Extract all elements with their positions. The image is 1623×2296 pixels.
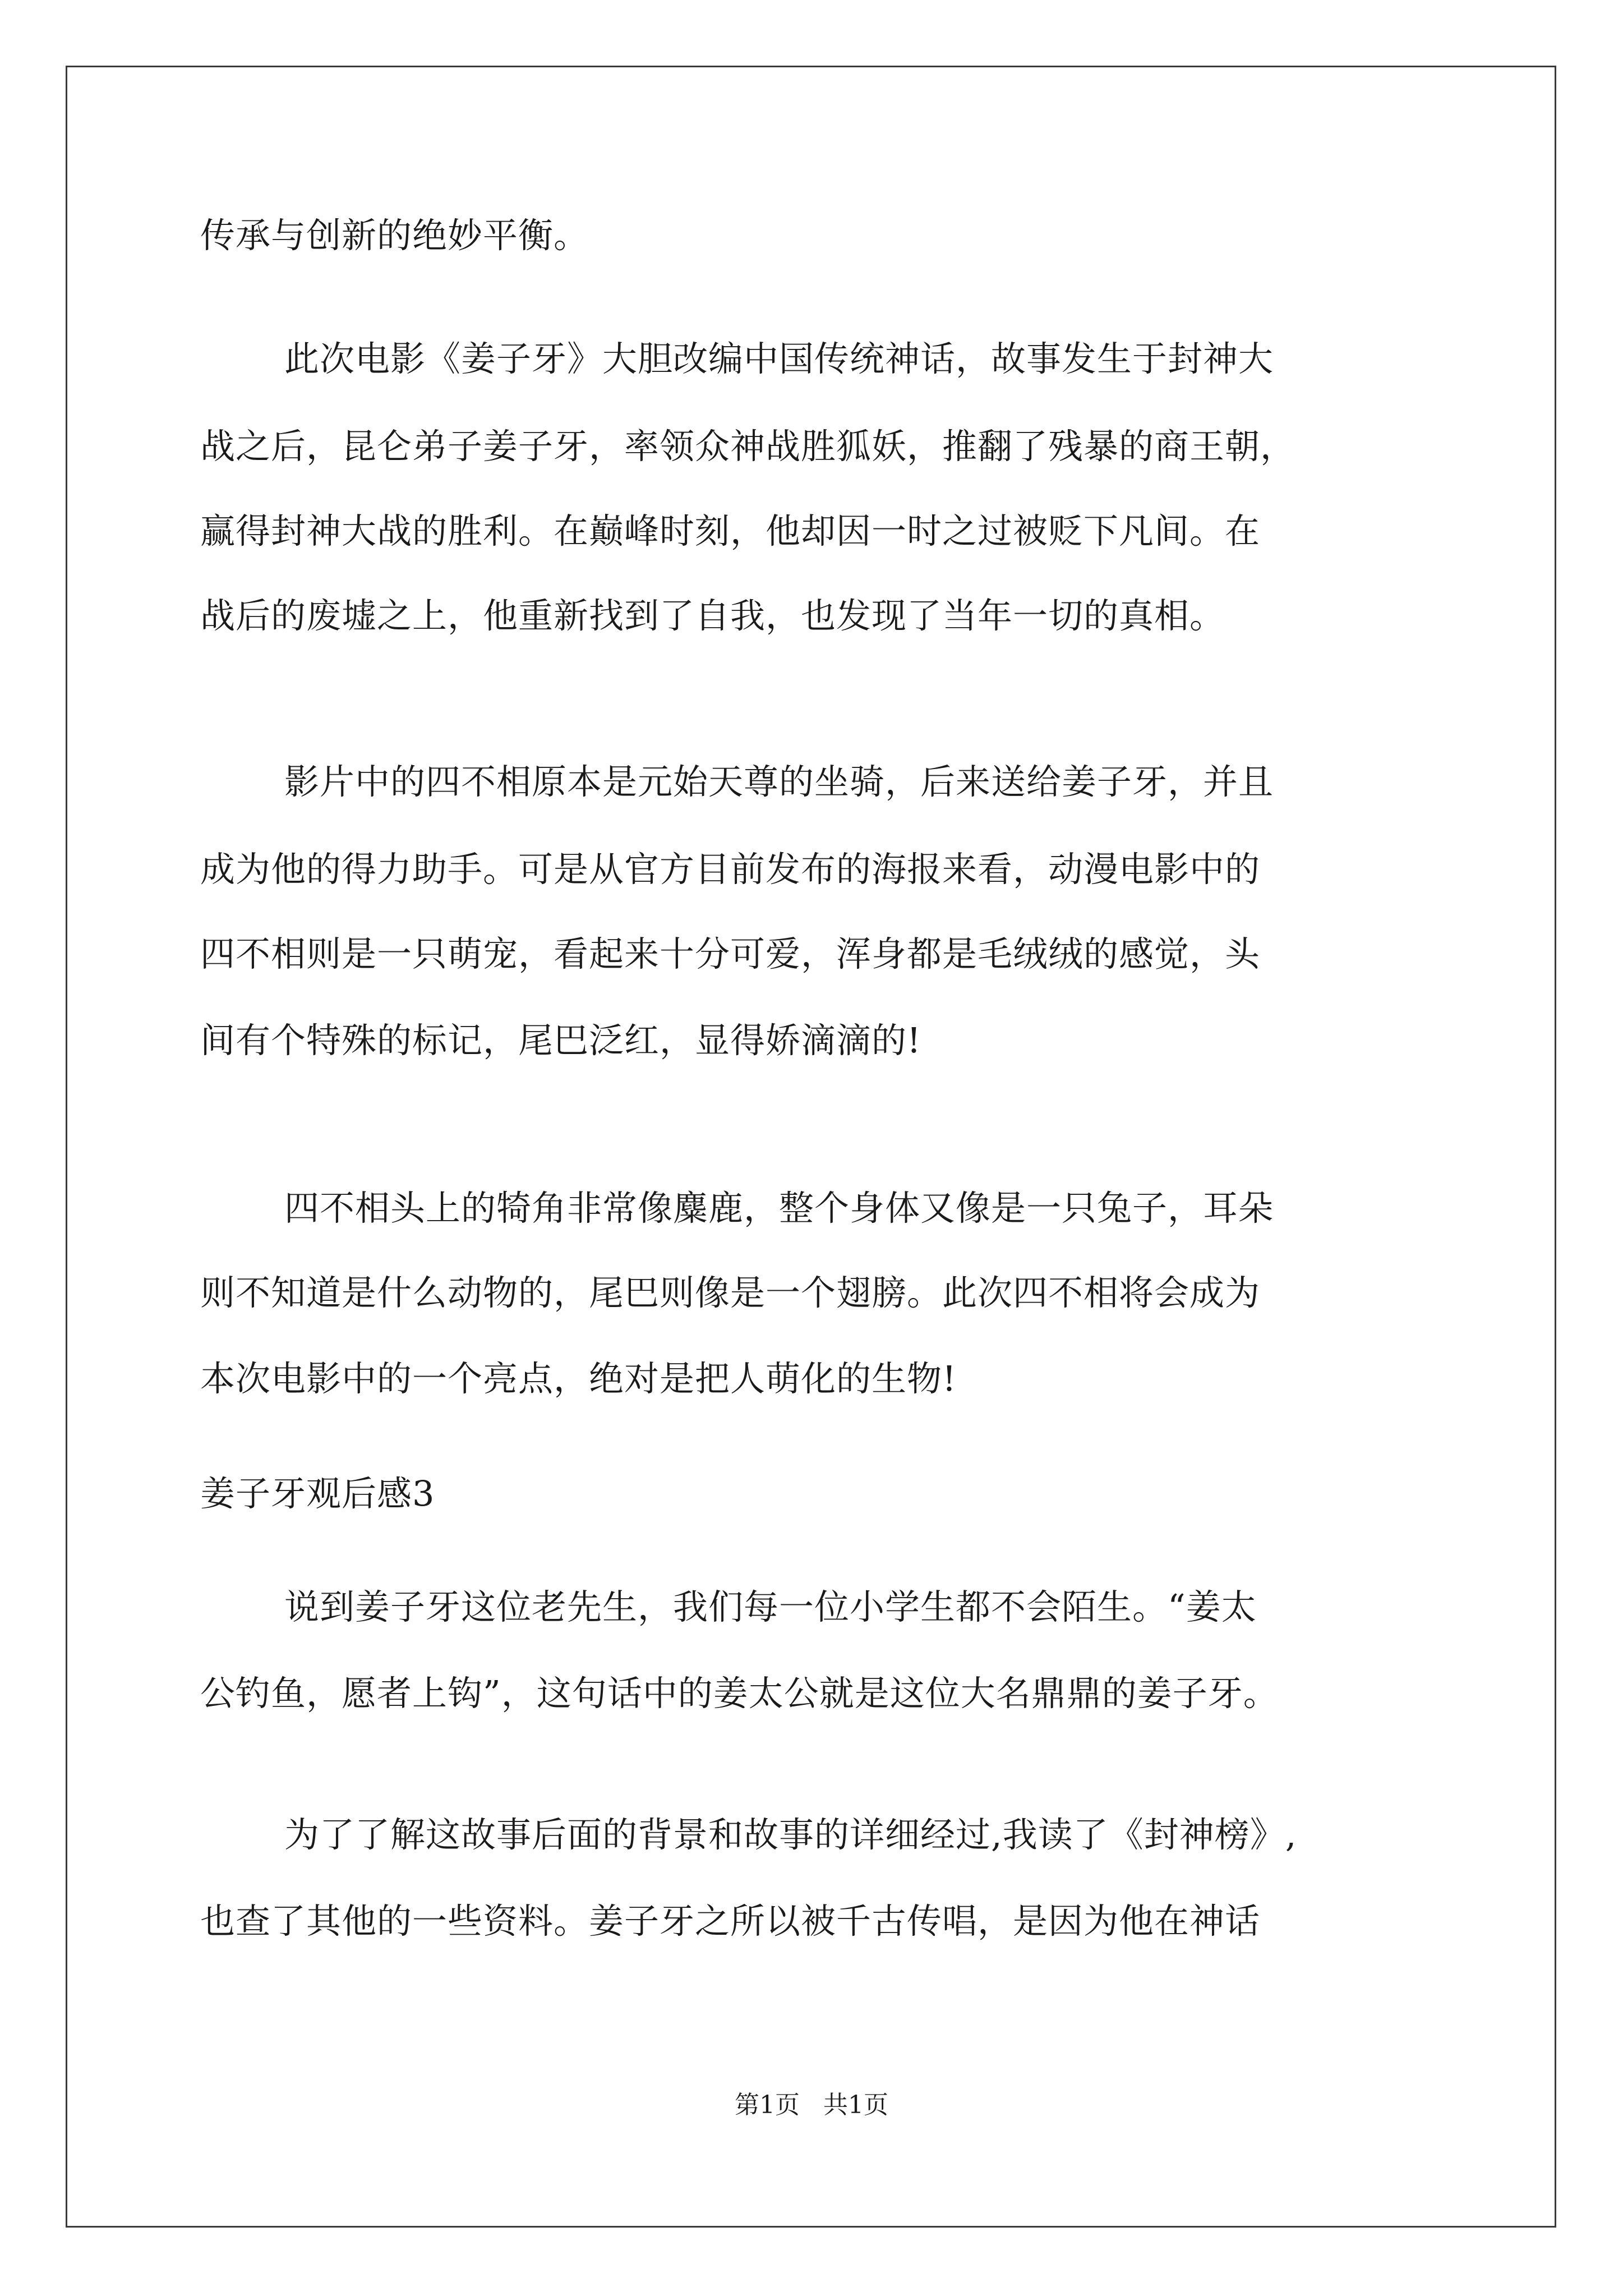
paragraph-line: 影片中的四不相原本是元始天尊的坐骑，后来送给姜子牙，并且 xyxy=(284,761,1274,802)
paragraph-line: 也查了其他的一些资料。姜子牙之所以被千古传唱，是因为他在神话 xyxy=(200,1901,1261,1941)
paragraph-line: 此次电影《姜子牙》大胆改编中国传统神话，故事发生于封神大 xyxy=(284,338,1274,379)
paragraph-line: 传承与创新的绝妙平衡。 xyxy=(200,215,589,256)
paragraph-line: 说到姜子牙这位老先生，我们每一位小学生都不会陌生。“姜太 xyxy=(284,1586,1257,1627)
paragraph-line: 战后的废墟之上，他重新找到了自我，也发现了当年一切的真相。 xyxy=(200,595,1225,636)
paragraph-line: 本次电影中的一个亮点，绝对是把人萌化的生物! xyxy=(200,1358,957,1399)
paragraph-line: 战之后，昆仑弟子姜子牙，率领众神战胜狐妖，推翻了残暴的商王朝， xyxy=(200,426,1296,467)
paragraph-line: 成为他的得力助手。可是从官方目前发布的海报来看，动漫电影中的 xyxy=(200,849,1261,890)
paragraph-line: 为了了解这故事后面的背景和故事的详细经过,我读了《封神榜》, xyxy=(284,1814,1297,1855)
page-number: 第1页 共1页 xyxy=(735,2091,888,2119)
paragraph-line: 间有个特殊的标记，尾巴泛红，显得娇滴滴的! xyxy=(200,1020,921,1061)
paragraph-line: 赢得封神大战的胜利。在巅峰时刻，他却因一时之过被贬下凡间。在 xyxy=(200,510,1261,551)
section-heading: 姜子牙观后感3 xyxy=(200,1473,435,1514)
paragraph-line: 四不相则是一只萌宠，看起来十分可爱，浑身都是毛绒绒的感觉，头 xyxy=(200,933,1261,974)
paragraph-line: 公钓鱼，愿者上钩”，这句话中的姜太公就是这位大名鼎鼎的姜子牙。 xyxy=(200,1673,1279,1714)
paragraph-line: 则不知道是什么动物的，尾巴则像是一个翅膀。此次四不相将会成为 xyxy=(200,1272,1261,1313)
paragraph-line: 四不相头上的犄角非常像麋鹿，整个身体又像是一只兔子，耳朵 xyxy=(284,1188,1274,1228)
